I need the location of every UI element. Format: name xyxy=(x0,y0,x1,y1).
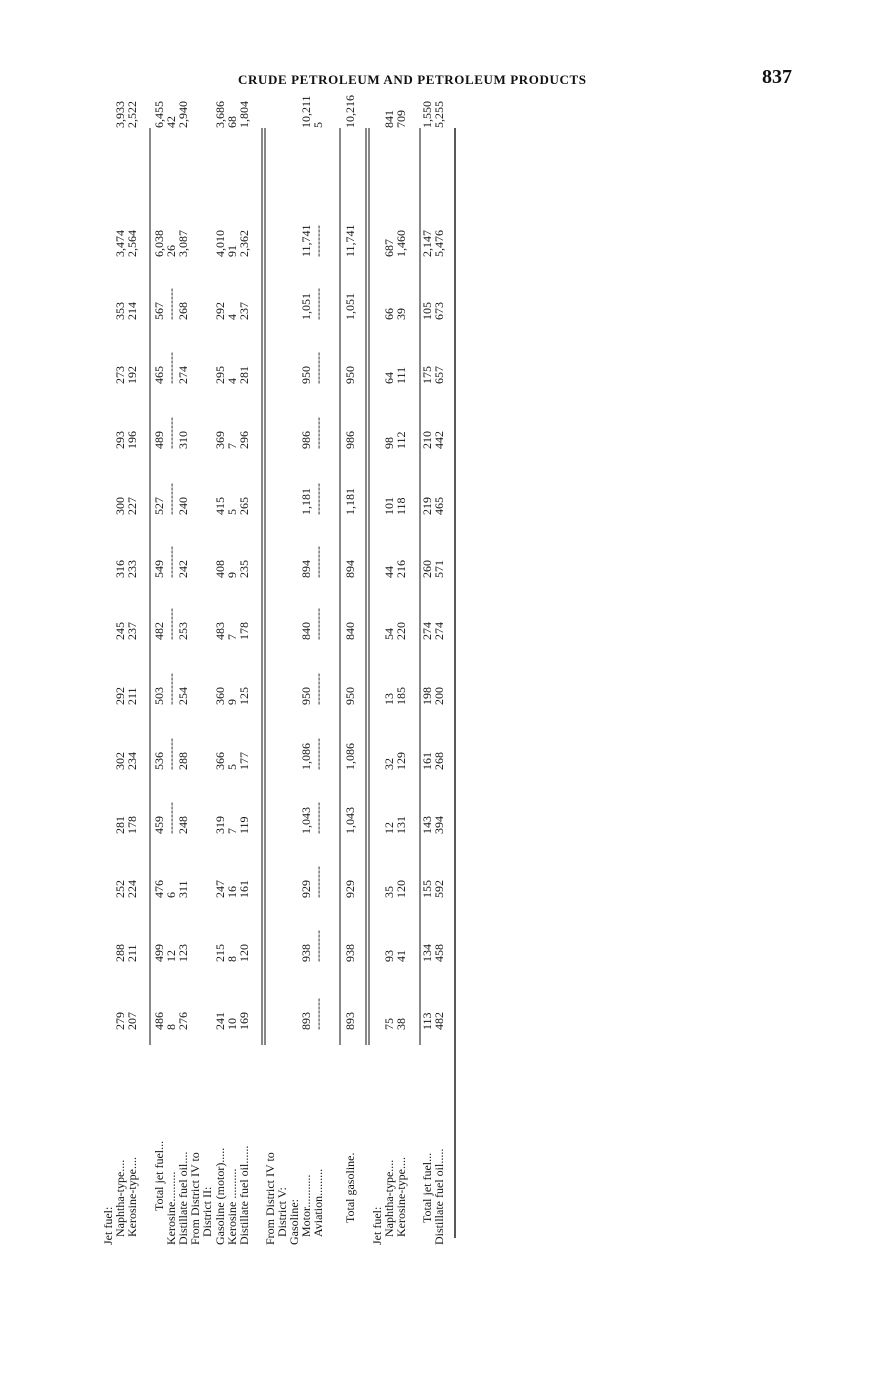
row-label: Total jet fuel... xyxy=(420,1152,434,1223)
table-cell: 2,564 xyxy=(125,230,139,257)
table-cell: 276 xyxy=(176,1012,190,1030)
table-cell: 207 xyxy=(125,1012,139,1030)
table-cell: 98 xyxy=(382,437,396,449)
table-cell: 894 xyxy=(343,560,357,578)
table-cell: 408 xyxy=(213,560,227,578)
table-cell: 200 xyxy=(432,687,446,705)
table-cell: -------- xyxy=(311,483,325,515)
row-labels xyxy=(101,1141,446,1245)
table-cell: 26 xyxy=(164,245,178,257)
row-label: From District IV to xyxy=(263,1152,277,1245)
table-cell: 567 xyxy=(152,302,166,320)
table-cell: -------- xyxy=(311,738,325,770)
table-cell: -------- xyxy=(164,483,178,515)
table-cell: 288 xyxy=(176,752,190,770)
table-cell: 125 xyxy=(237,687,251,705)
table-cell: 237 xyxy=(125,622,139,640)
table-cell: 571 xyxy=(432,560,446,578)
table-cell: 196 xyxy=(125,431,139,449)
row-label: Distillate fuel oil..... xyxy=(432,1148,446,1245)
table-cell: 503 xyxy=(152,687,166,705)
row-label: Distillate fuel oil.... xyxy=(176,1151,190,1245)
table-cell: 840 xyxy=(299,622,313,640)
table-cell: -------- xyxy=(164,417,178,449)
table-cell: 219 xyxy=(420,497,434,515)
table-cell: 274 xyxy=(176,366,190,384)
table-cell: 353 xyxy=(113,302,127,320)
table-cell: 178 xyxy=(125,816,139,834)
table-cell: 482 xyxy=(432,1012,446,1030)
table-cell: 129 xyxy=(394,752,408,770)
table-cell: 161 xyxy=(237,880,251,898)
table-cell: 6,455 xyxy=(152,101,166,128)
table-cell: 465 xyxy=(432,497,446,515)
table-cell: -------- xyxy=(164,673,178,705)
row-label: Kerosine-type.... xyxy=(394,1157,408,1237)
table-cell: 476 xyxy=(152,880,166,898)
row-label: District V: xyxy=(275,1187,289,1237)
table-cell: 293 xyxy=(113,431,127,449)
table-cell: 673 xyxy=(432,302,446,320)
table-cell: 185 xyxy=(394,687,408,705)
row-label: Naphtha-type.... xyxy=(113,1159,127,1237)
table-cell: 1,460 xyxy=(394,230,408,257)
table-cell: 10,216 xyxy=(343,95,357,128)
table-cell: 458 xyxy=(432,944,446,962)
table-cell: 5 xyxy=(311,122,325,128)
table-cell: -------- xyxy=(311,866,325,898)
row-label: From District IV to xyxy=(188,1152,202,1245)
table-cell: 486 xyxy=(152,1012,166,1030)
row-label: Kerosine.......... xyxy=(164,1171,178,1245)
table-cell: 220 xyxy=(394,622,408,640)
table-cell: 279 xyxy=(113,1012,127,1030)
table-cell: -------- xyxy=(164,802,178,834)
table-cell: 68 xyxy=(225,116,239,128)
table-cell: 1,550 xyxy=(420,101,434,128)
table-cell: 415 xyxy=(213,497,227,515)
table-cell: 311 xyxy=(176,880,190,898)
table-cell: 10,211 xyxy=(299,95,313,128)
table-cell: 210 xyxy=(420,431,434,449)
table-cell: 7 xyxy=(225,828,239,834)
table-cell: 268 xyxy=(176,302,190,320)
table-cell: 169 xyxy=(237,1012,251,1030)
table-cell: 38 xyxy=(394,1018,408,1030)
table-cell: 216 xyxy=(394,560,408,578)
table-cell: 360 xyxy=(213,687,227,705)
table-cell: 6 xyxy=(164,892,178,898)
table-cell: -------- xyxy=(311,225,325,257)
table-cell: -------- xyxy=(311,352,325,384)
row-label: Total jet fuel... xyxy=(152,1140,166,1211)
table-cell: 1,086 xyxy=(343,743,357,770)
table-cell: 499 xyxy=(152,944,166,962)
table-cell: 709 xyxy=(394,110,408,128)
table-cell: 1,043 xyxy=(299,807,313,834)
table-cell: -------- xyxy=(311,930,325,962)
table-cell: 3,474 xyxy=(113,230,127,257)
row-label: Jet fuel: xyxy=(370,1206,384,1245)
table-cell: 215 xyxy=(213,944,227,962)
table-cell: 938 xyxy=(299,944,313,962)
table-cell: 235 xyxy=(237,560,251,578)
row-label: Kerosine-type.... xyxy=(125,1157,139,1237)
table-cell: 274 xyxy=(432,622,446,640)
table-cell: -------- xyxy=(164,738,178,770)
table-cell: -------- xyxy=(164,546,178,578)
table-cell: 252 xyxy=(113,880,127,898)
row-label: Motor........... xyxy=(299,1174,313,1237)
table-cell: 316 xyxy=(113,560,127,578)
table-cell: 281 xyxy=(113,816,127,834)
table-cell: 394 xyxy=(432,816,446,834)
table-cell: 319 xyxy=(213,816,227,834)
table-cell: 54 xyxy=(382,628,396,640)
table-cell: 75 xyxy=(382,1018,396,1030)
table-cell: 119 xyxy=(237,816,251,834)
table-cell: 64 xyxy=(382,372,396,384)
table-cell: 5 xyxy=(225,509,239,515)
table-cell: 459 xyxy=(152,816,166,834)
table-cell: 35 xyxy=(382,886,396,898)
row-label: Total gasoline. xyxy=(343,1152,357,1223)
table-cell: 11,741 xyxy=(343,224,357,257)
table-cell: 482 xyxy=(152,622,166,640)
table-cell: 1,804 xyxy=(237,101,251,128)
page-number: 837 xyxy=(762,66,792,88)
table-cell: 2,362 xyxy=(237,230,251,257)
table-cell: 260 xyxy=(420,560,434,578)
table-cell: 178 xyxy=(237,622,251,640)
table-cell: 489 xyxy=(152,431,166,449)
table-cell: 113 xyxy=(420,1012,434,1030)
table-cell: 1,086 xyxy=(299,743,313,770)
table-cell: 6,038 xyxy=(152,230,166,257)
table-cell: 592 xyxy=(432,880,446,898)
table-cell: 91 xyxy=(225,245,239,257)
table-cell: 120 xyxy=(237,944,251,962)
table-cell: 536 xyxy=(152,752,166,770)
table-cell: 2,522 xyxy=(125,101,139,128)
table-cell: 3,087 xyxy=(176,230,190,257)
table-cell: 893 xyxy=(299,1012,313,1030)
table-cell: 273 xyxy=(113,366,127,384)
table-cell: 483 xyxy=(213,622,227,640)
running-title: CRUDE PETROLEUM AND PETROLEUM PRODUCTS xyxy=(238,72,587,87)
table-cell: 265 xyxy=(237,497,251,515)
table-cell: 3,933 xyxy=(113,101,127,128)
table-cell: 986 xyxy=(299,431,313,449)
table-cell: 123 xyxy=(176,944,190,962)
table-cell: 2,147 xyxy=(420,230,434,257)
table-cell: 549 xyxy=(152,560,166,578)
row-label: Gasoline (motor)..... xyxy=(213,1147,227,1245)
table-cell: 4 xyxy=(225,314,239,320)
table-cell: 369 xyxy=(213,431,227,449)
table-cell: 131 xyxy=(394,816,408,834)
table-cell: 465 xyxy=(152,366,166,384)
table-cell: 16 xyxy=(225,886,239,898)
table-cell: 4 xyxy=(225,378,239,384)
table-cell: 198 xyxy=(420,687,434,705)
table-cell: 13 xyxy=(382,693,396,705)
row-label: Gasoline: xyxy=(287,1199,301,1245)
table-cell: 1,051 xyxy=(343,293,357,320)
table-cell: 9 xyxy=(225,699,239,705)
table-cell: 211 xyxy=(125,687,139,705)
table-cell: 41 xyxy=(394,950,408,962)
table-cell: -------- xyxy=(311,288,325,320)
table-cell: 268 xyxy=(432,752,446,770)
table-cell: 8 xyxy=(164,1024,178,1030)
table-cell: 7 xyxy=(225,634,239,640)
table-cell: 950 xyxy=(299,687,313,705)
table-cell: -------- xyxy=(311,608,325,640)
table-cell: 10 xyxy=(225,1018,239,1030)
table-cell: 105 xyxy=(420,302,434,320)
row-label: District II: xyxy=(200,1186,214,1237)
table-cell: -------- xyxy=(311,673,325,705)
table-cell: 527 xyxy=(152,497,166,515)
table-cell: 296 xyxy=(237,431,251,449)
table-cell: 66 xyxy=(382,308,396,320)
table-cell: 292 xyxy=(113,687,127,705)
table-cell: -------- xyxy=(164,608,178,640)
table-cell: 442 xyxy=(432,431,446,449)
table-cell: 840 xyxy=(343,622,357,640)
row-label: Kerosine .......... xyxy=(225,1168,239,1245)
table-cell: 118 xyxy=(394,497,408,515)
table-cell: 192 xyxy=(125,366,139,384)
table-cell: 234 xyxy=(125,752,139,770)
table-cell: 11,741 xyxy=(299,224,313,257)
table-cell: 894 xyxy=(299,560,313,578)
table-cell: -------- xyxy=(311,417,325,449)
table-cell: 240 xyxy=(176,497,190,515)
table-cell: 687 xyxy=(382,239,396,257)
table-cell: 214 xyxy=(125,302,139,320)
table-cell: 295 xyxy=(213,366,227,384)
table-cell: 143 xyxy=(420,816,434,834)
row-label: Distillate fuel oil...... xyxy=(237,1145,251,1245)
table-cell: 253 xyxy=(176,622,190,640)
table-cell: 93 xyxy=(382,950,396,962)
table-cell: 281 xyxy=(237,366,251,384)
table-cell: 101 xyxy=(382,497,396,515)
table-cell: 120 xyxy=(394,880,408,898)
table-cell: 4,010 xyxy=(213,230,227,257)
table-cell: 44 xyxy=(382,566,396,578)
table-cell: 288 xyxy=(113,944,127,962)
table-cell: -------- xyxy=(164,288,178,320)
row-label: Naphtha-type.... xyxy=(382,1159,396,1237)
table-cell: 161 xyxy=(420,752,434,770)
table-cell: 1,051 xyxy=(299,293,313,320)
table-cell: 233 xyxy=(125,560,139,578)
table-cell: 7 xyxy=(225,443,239,449)
table-cell: 245 xyxy=(113,622,127,640)
table-cell: -------- xyxy=(311,998,325,1030)
table-cell: 42 xyxy=(164,116,178,128)
row-label: Aviation......... xyxy=(311,1168,325,1237)
table-cell: -------- xyxy=(311,802,325,834)
table-cell: 929 xyxy=(343,880,357,898)
table-cell: 241 xyxy=(213,1012,227,1030)
table-cell: 155 xyxy=(420,880,434,898)
table-cell: -------- xyxy=(311,546,325,578)
table-cell: 2,940 xyxy=(176,101,190,128)
table-cell: 5,476 xyxy=(432,230,446,257)
table-cell: 950 xyxy=(343,366,357,384)
table-cell: 39 xyxy=(394,308,408,320)
table-cell: 237 xyxy=(237,302,251,320)
table-cell: 3,686 xyxy=(213,101,227,128)
table-cell: 300 xyxy=(113,497,127,515)
table-cell: 292 xyxy=(213,302,227,320)
table-cell: 302 xyxy=(113,752,127,770)
table-cell: 1,043 xyxy=(343,807,357,834)
table-cell: 841 xyxy=(382,110,396,128)
table-cell: 274 xyxy=(420,622,434,640)
table-cell: 893 xyxy=(343,1012,357,1030)
table-cell: 950 xyxy=(343,687,357,705)
table-cell: 32 xyxy=(382,758,396,770)
table-cell: 1,181 xyxy=(343,488,357,515)
table-cell: 224 xyxy=(125,880,139,898)
table-cell: 227 xyxy=(125,497,139,515)
table-cell: 657 xyxy=(432,366,446,384)
table-cell: 111 xyxy=(394,366,408,384)
table-cell: 929 xyxy=(299,880,313,898)
table-cell: 112 xyxy=(394,431,408,449)
row-label: Jet fuel: xyxy=(101,1206,115,1245)
table-cell: 248 xyxy=(176,816,190,834)
table-cell: 175 xyxy=(420,366,434,384)
table-cell: 134 xyxy=(420,944,434,962)
table-cell: -------- xyxy=(164,352,178,384)
table-cell: 177 xyxy=(237,752,251,770)
table-cell: 247 xyxy=(213,880,227,898)
table-cell: 938 xyxy=(343,944,357,962)
table-cell: 254 xyxy=(176,687,190,705)
table-cell: 8 xyxy=(225,956,239,962)
table-cell: 242 xyxy=(176,560,190,578)
table-cell: 9 xyxy=(225,572,239,578)
table-cell: 950 xyxy=(299,366,313,384)
table-cell: 5,255 xyxy=(432,101,446,128)
table-cell: 12 xyxy=(382,822,396,834)
table-cell: 986 xyxy=(343,431,357,449)
table-cell: 5 xyxy=(225,764,239,770)
table-cell: 1,181 xyxy=(299,488,313,515)
data-cells xyxy=(113,95,446,1030)
table-cell: 12 xyxy=(164,950,178,962)
table-cell: 366 xyxy=(213,752,227,770)
table-cell: 310 xyxy=(176,431,190,449)
table-cell: 211 xyxy=(125,944,139,962)
